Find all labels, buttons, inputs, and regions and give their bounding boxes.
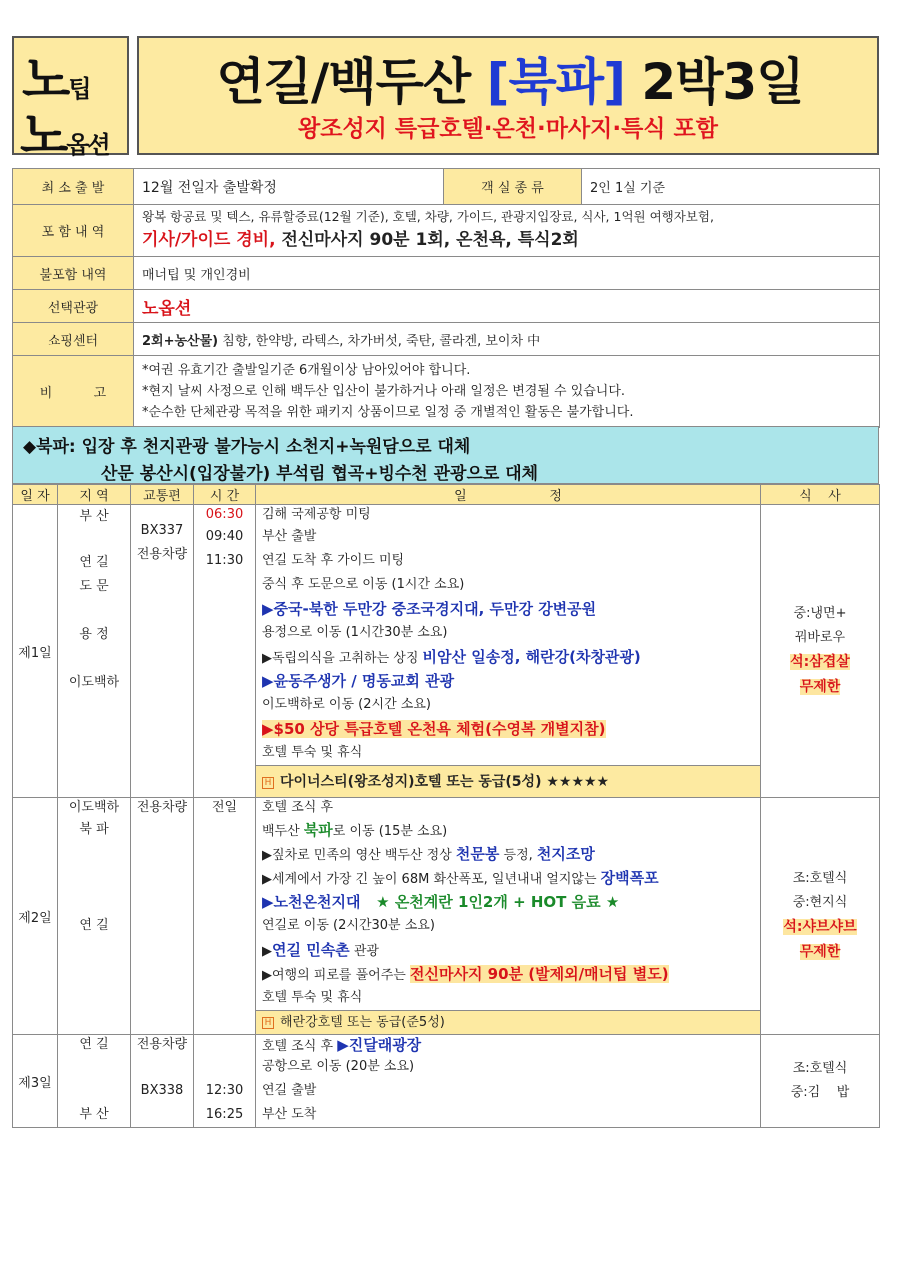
- day3-label: 제3일: [13, 1035, 58, 1128]
- col-region: 지 역: [58, 485, 131, 505]
- day3-row: [13, 1035, 880, 1128]
- day3-times: 12:30 16:25: [194, 1035, 256, 1128]
- day3-transport: 전용차량 BX338: [131, 1035, 194, 1128]
- page-title: 연길/백두산 [북파] 2박3일: [216, 53, 804, 111]
- brand-box: [12, 36, 129, 165]
- col-time: 시 간: [194, 485, 256, 505]
- day1-label: 제1일: [13, 505, 58, 798]
- banner-line2: 산문 봉산시(입장불가) 부석림 협곡+빙수천 관광으로 대체: [101, 464, 539, 484]
- day1-regions: 부 산 연 길 도 문 용 정 이도백하: [58, 505, 131, 798]
- notes-label: 비 고: [13, 356, 134, 428]
- room-type-label: 객 실 종 류: [444, 169, 582, 205]
- day2-time: 전일: [194, 798, 256, 1035]
- page-subtitle: 왕조성지 특급호텔·온천·마사지·특식 포함: [298, 116, 718, 142]
- day1-meals: 중:냉면+ 꿔바로우 석:삼겹살 무제한: [761, 505, 880, 798]
- day1-hotel: H 다이너스티(왕조성지)호텔 또는 동급(5성) ★★★★★: [256, 765, 760, 797]
- min-departure-label: 최 소 출 발: [13, 169, 134, 205]
- day2-itinerary: 호텔 조식 후 백두산 북파로 이동 (15분 소요) ▶짚차로 민족의 영산 백두산 정상 천문봉 등정, 천지조망 ▶세계에서 가장 긴 높이 68M 화산폭포, 일년내내 얼지않는 장백폭포 ▶노천온천지대 ★ 온천계란 1인2개 + HOT 음료 ★ 연길로 이동 (2시간30분 소요) ▶연길 민속촌 관광 ▶여행의 피로를 풀어주는 전신마사지 90분 (발제외/매너팁 별도) 호텔 투숙 및 휴식 H 해란강호텔 또는 동급(준5성): [256, 798, 761, 1035]
- title-box: [137, 36, 879, 155]
- day3-regions: 연 길 부 산: [58, 1035, 131, 1128]
- day1-times: 06:30 09:40 11:30: [194, 505, 256, 798]
- optional-tour-value: 노옵션: [134, 290, 880, 323]
- day1-row: [13, 505, 880, 798]
- day2-row: [13, 798, 880, 1035]
- optional-tour-label: 선택관광: [13, 290, 134, 323]
- day2-regions: 이도백하 북 파 연 길: [58, 798, 131, 1035]
- day2-hotel: H 해란강호텔 또는 동급(준5성): [256, 1010, 760, 1034]
- day1-transport: BX337 전용차량: [131, 505, 194, 798]
- included-label: 포 함 내 역: [13, 205, 134, 257]
- shopping-value: 2회+농산물) 침향, 한약방, 라텍스, 차가버섯, 죽탄, 콜라겐, 보이차 中: [134, 323, 880, 356]
- brand-line1: 노팁: [22, 51, 90, 109]
- day2-label: 제2일: [13, 798, 58, 1035]
- day2-transport: 전용차량: [131, 798, 194, 1035]
- included-value: 왕복 항공료 및 텍스, 유류할증료(12월 기준), 호텔, 차량, 가이드, 관광지입장료, 식사, 1억원 여행자보험, 기사/가이드 경비, 전신마사지 90분 1회, 온천욕, 특식2회: [134, 205, 880, 257]
- excluded-label: 불포함 내역: [13, 257, 134, 290]
- col-itinerary: 일 정: [256, 485, 761, 505]
- excluded-value: 매너팁 및 개인경비: [134, 257, 880, 290]
- day3-itinerary: 호텔 조식 후 ▶진달래광장 공항으로 이동 (20분 소요) 연길 출발 부산 도착: [256, 1035, 761, 1128]
- hotel-icon: H: [262, 777, 274, 789]
- schedule-table: [12, 484, 880, 1128]
- col-day: 일 자: [13, 485, 58, 505]
- shopping-label: 쇼핑센터: [13, 323, 134, 356]
- day3-meals: 조:호텔식 중:김 밥: [761, 1035, 880, 1128]
- room-type-value: 2인 1실 기준: [582, 169, 880, 205]
- banner-line1: ◆북파: 입장 후 천지관광 불가능시 소천지+녹원담으로 대체: [23, 437, 471, 457]
- hotel-icon: H: [262, 1017, 274, 1029]
- notes-value: *여권 유효기간 출발일기준 6개월이상 남아있어야 합니다. *현지 날씨 사정으로 인해 백두산 입산이 불가하거나 아래 일정은 변경될 수 있습니다. *순수한 단체관광 목적을 위한 패키지 상품이므로 일정 중 개별적인 활동은 불가합니다.: [134, 356, 880, 428]
- day1-itinerary: 김해 국제공항 미팅 부산 출발 연길 도착 후 가이드 미팅 중식 후 도문으로 이동 (1시간 소요) ▶중국-북한 두만강 중조국경지대, 두만강 강변공원 용정으로 이동 (1시간30분 소요) ▶독립의식을 고취하는 상징 비암산 일송정, 해란강(차창관광) ▶윤동주생가 / 명동교회 관광 이도백하로 이동 (2시간 소요) ▶$50 상당 특급호텔 온천욕 체험(수영복 개별지참) 호텔 투숙 및 휴식 H 다이너스티(왕조성지)호텔 또는 동급(5성) ★★★★★: [256, 505, 761, 798]
- min-departure-value: 12월 전일자 출발확정: [134, 169, 444, 205]
- info-table: [12, 168, 880, 428]
- col-transport: 교통편: [131, 485, 194, 505]
- brand-line2: 노옵션: [20, 107, 109, 165]
- notice-banner: [12, 426, 879, 484]
- day2-meals: 조:호텔식 중:현지식 석:샤브샤브 무제한: [761, 798, 880, 1035]
- col-meal: 식 사: [761, 485, 880, 505]
